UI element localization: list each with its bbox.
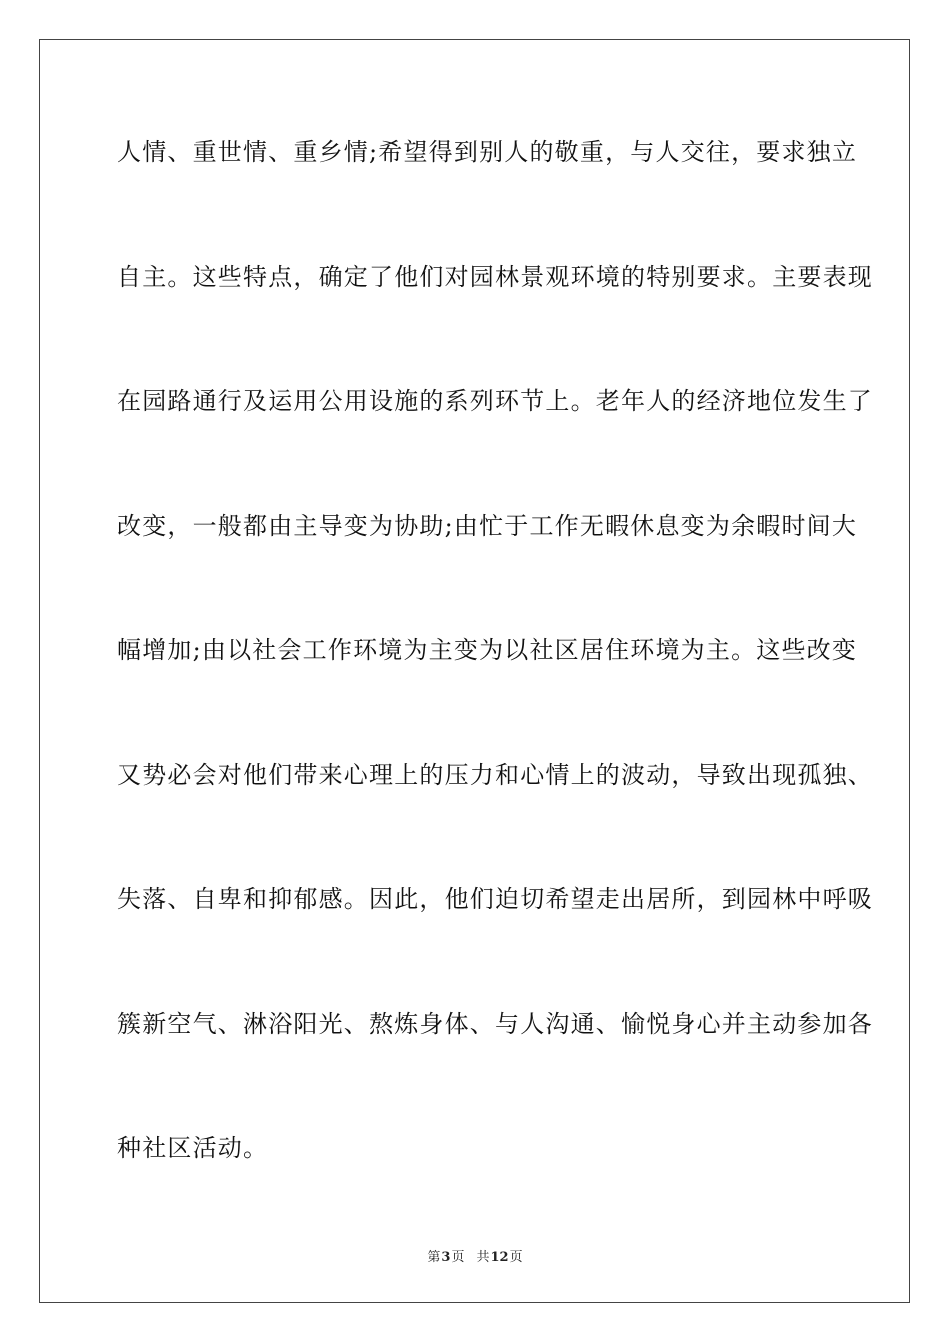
page-suffix: 页 <box>451 1250 465 1265</box>
text-line-2: 自主。这些特点，确定了他们对园林景观环境的特别要求。主要表现 <box>117 262 873 291</box>
page-prefix: 第 <box>427 1250 441 1265</box>
total-page-count: 12 <box>490 1250 509 1265</box>
text-line-5: 幅增加;由以社会工作环境为主变为以社区居住环境为主。这些改变 <box>117 636 858 664</box>
text-line-1: 人情、重世情、重乡情;希望得到别人的敬重，与人交往，要求独立 <box>117 138 858 166</box>
current-page-number: 3 <box>441 1250 451 1265</box>
text-line-6: 又势必会对他们带来心理上的压力和心情上的波动，导致出现孤独、 <box>117 760 873 789</box>
text-line-7: 失落、自卑和抑郁感。因此，他们迫切希望走出居所，到园林中呼吸 <box>117 885 873 913</box>
text-line-4: 改变，一般都由主导变为协助;由忙于工作无暇休息变为余暇时间大 <box>117 511 858 540</box>
total-suffix: 页 <box>509 1250 523 1265</box>
page-footer <box>0 1246 950 1265</box>
text-line-9: 种社区活动。 <box>117 1134 269 1162</box>
body-paragraph <box>117 128 873 1249</box>
text-line-3: 在园路通行及运用公用设施的系列环节上。老年人的经济地位发生了 <box>117 387 873 415</box>
text-line-8: 簇新空气、淋浴阳光、熬炼身体、与人沟通、愉悦身心并主动参加各 <box>117 1009 873 1038</box>
total-prefix: 共 <box>476 1250 490 1265</box>
